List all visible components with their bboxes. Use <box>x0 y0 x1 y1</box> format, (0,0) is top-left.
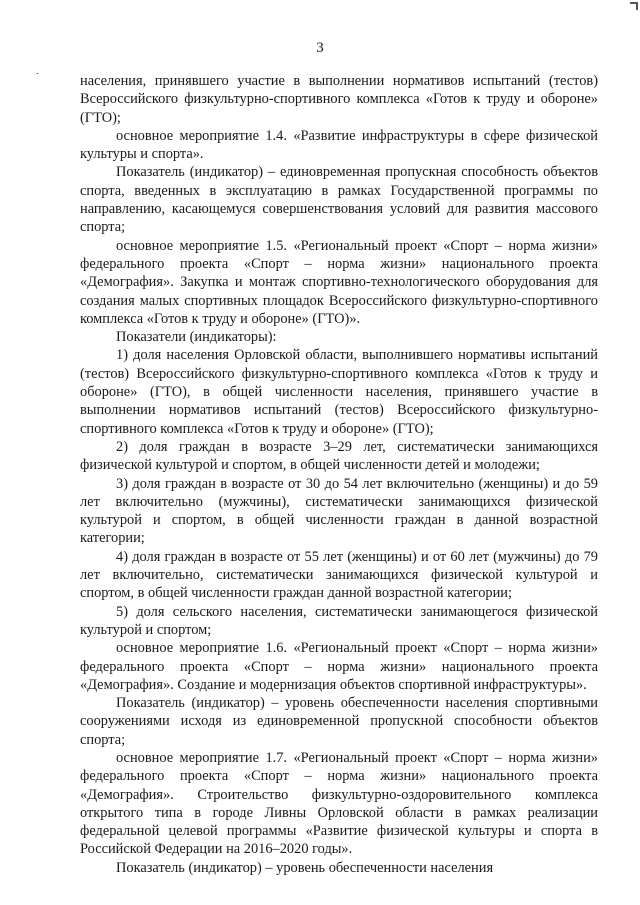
paragraph: основное мероприятие 1.6. «Региональный проект «Спорт – норма жизни» федерального проекта «Спорт – норма жизни» национального проекта «Демография». Создание и модернизация объектов спортивной инфраструктуры». <box>80 640 598 693</box>
paragraph: Показатели (индикаторы): <box>116 329 277 346</box>
paragraph: основное мероприятие 1.4. «Развитие инфраструктуры в сфере физической культуры и спорта». <box>80 127 598 163</box>
list-item: 3) доля граждан в возрасте от 30 до 54 лет включительно (женщины) и до 59 лет включительно (мужчины), систематически занимающихся физической культурой и спортом, в общей численности граждан в данной возрастной категории; <box>80 475 598 547</box>
list-item: 2) доля граждан в возрасте 3–29 лет, систематически занимающихся физической культурой и спортом, в общей численности детей и молодежи; <box>80 438 598 474</box>
margin-mark <box>36 73 39 74</box>
list-item: 1) доля населения Орловской области, выполнившего нормативы испытаний (тестов) Всероссийского физкультурно-спортивного комплекса «Готов к труду и обороне» (ГТО), в общей численности населения, принявшего участие в выполнении нормативов испытаний (тестов) Всероссийского физкультурно-спортивного комплекса «Готов к труду и обороне» (ГТО); <box>80 347 598 437</box>
paragraph: Показатель (индикатор) – единовременная пропускная способность объектов спорта, введенных в эксплуатацию в рамках Государственной программы по направлению, касающемуся совершенствования условий для развития массового спорта; <box>80 164 598 236</box>
paragraph: основное мероприятие 1.7. «Региональный проект «Спорт – норма жизни» федерального проекта «Спорт – норма жизни» национального проекта «Демография». Строительство физкультурно-оздоровительного комплекса открытого типа в городе Ливны Орловской области в рамках реализации федеральной целевой программы «Развитие физической культуры и спорта в Российской Федерации на 2016–2020 годы». <box>80 749 598 858</box>
page-number: 3 <box>316 40 324 56</box>
document-body <box>80 72 598 877</box>
paragraph: населения, принявшего участие в выполнении нормативов испытаний (тестов) Всероссийского физкультурно-спортивного комплекса «Готов к труду и обороне» (ГТО); <box>80 73 598 126</box>
paragraph: основное мероприятие 1.5. «Региональный проект «Спорт – норма жизни» федерального проекта «Спорт – норма жизни» национального проекта «Демография». Закупка и монтаж спортивно-технологического оборудования для создания малых спортивных площадок Всероссийского физкультурно-спортивного комплекса «Готов к труду и обороне» (ГТО)». <box>80 237 598 327</box>
paragraph: Показатель (индикатор) – уровень обеспеченности населения <box>116 859 494 876</box>
list-item: 4) доля граждан в возрасте от 55 лет (женщины) и от 60 лет (мужчины) до 79 лет включительно, систематически занимающихся физической культурой и спортом, в общей численности граждан данной возрастной категории; <box>80 548 598 602</box>
list-item: 5) доля сельского населения, систематически занимающегося физической культурой и спортом; <box>80 603 598 638</box>
paragraph: Показатель (индикатор) – уровень обеспеченности населения спортивными сооружениями исходя из единовременной пропускной способности объектов спорта; <box>80 695 598 748</box>
corner-mark <box>630 2 638 10</box>
